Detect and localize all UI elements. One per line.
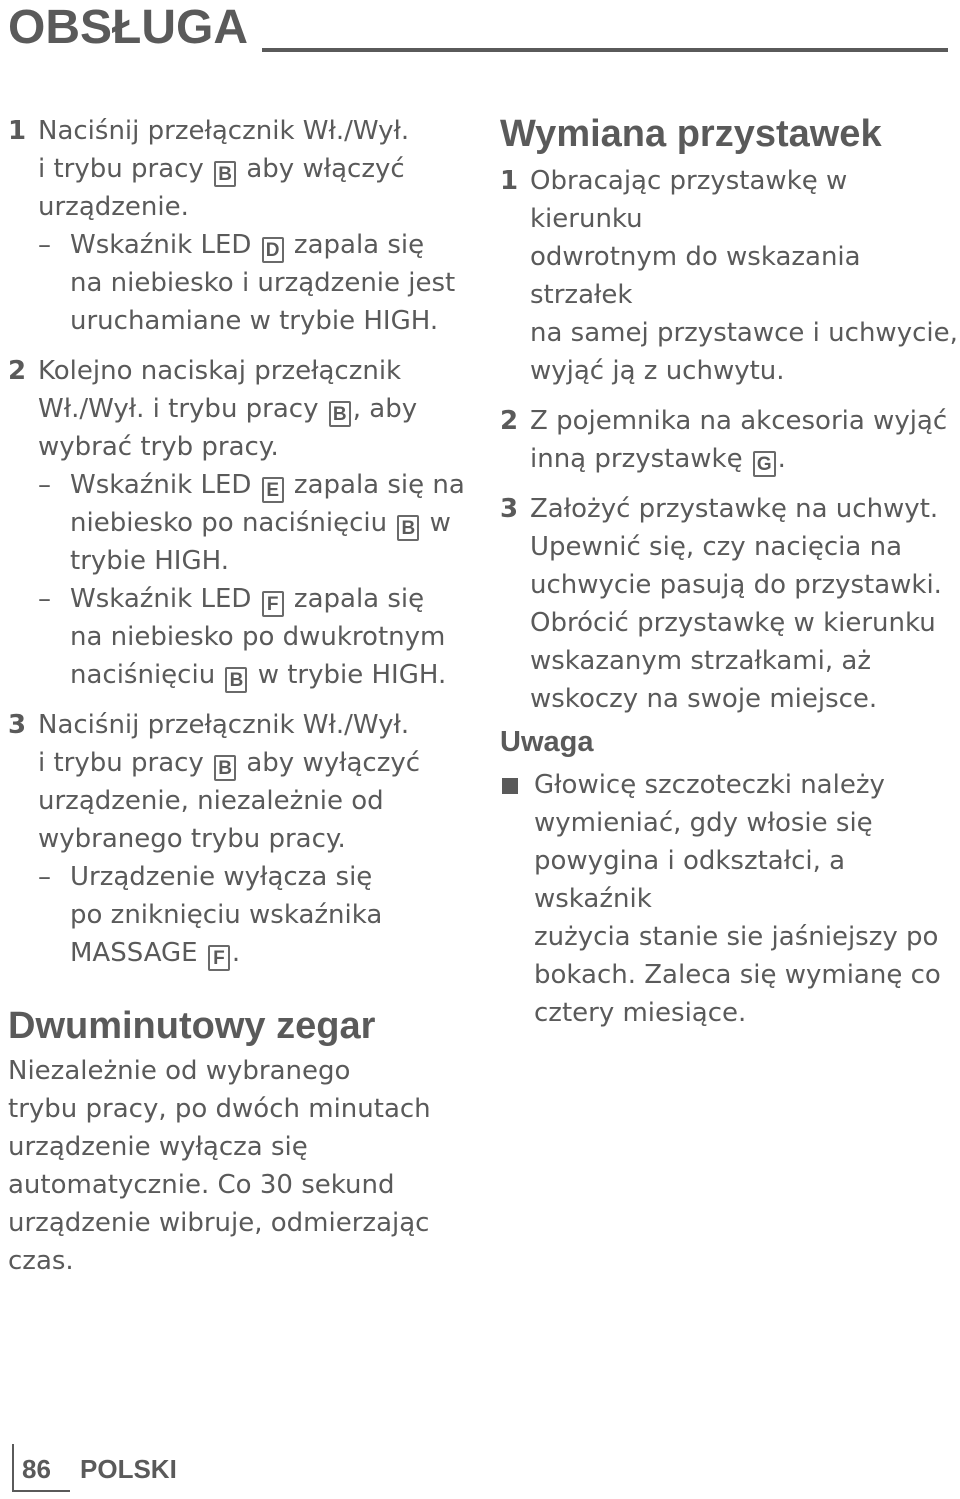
- note-item: Głowicę szczoteczki należy wymieniać, gdy włosie się powygina i odkształci, a wskaźnik zużycia stanie sie jaśniejszy po bokach. Zaleca się wymianę co cztery miesiące.: [500, 766, 958, 1032]
- key-f-label: F: [208, 945, 230, 971]
- step-1-note: – Wskaźnik LED D zapala się na niebiesko i urządzenie jest uruchamiane w trybie HIGH.: [38, 226, 478, 340]
- page-header: [8, 2, 948, 58]
- key-b-label: B: [225, 667, 247, 693]
- timer-section: Dwuminutowy zegar Niezależnie od wybranego trybu pracy, po dwóch minutach urządzenie wyłącza się automatycznie. Co 30 sekund urządzenie wibruje, odmierzając czas.: [8, 1004, 478, 1280]
- step-1: [8, 112, 478, 340]
- key-f-label: F: [262, 591, 284, 617]
- step-2-note-f: – Wskaźnik LED F zapala się na niebiesko po dwukrotnym naciśnięciu B w trybie HIGH.: [38, 580, 478, 694]
- dash-marker: –: [38, 470, 51, 500]
- section-heading: Dwuminutowy zegar: [8, 1005, 376, 1047]
- step-number: 1: [500, 166, 519, 196]
- section-heading: Wymiana przystawek: [500, 113, 882, 155]
- dash-marker: –: [38, 584, 51, 614]
- replace-step-1: 1 Obracając przystawkę w kierunku odwrotnym do wskazania strzałek na samej przystawce i uchwycie, wyjąć ją z uchwytu.: [500, 162, 958, 390]
- step-line: Naciśnij przełącznik Wł./Wył.: [38, 116, 410, 146]
- step-number: 2: [8, 356, 27, 386]
- step-number: 3: [500, 494, 519, 524]
- page-footer: [8, 1444, 268, 1492]
- step-line: urządzenie.: [38, 192, 189, 222]
- key-e-label: E: [262, 477, 284, 503]
- note-heading: Uwaga: [500, 726, 594, 758]
- footer-language: POLSKI: [80, 1454, 177, 1484]
- footer-rule: [12, 1444, 14, 1492]
- replace-column: [500, 112, 958, 1032]
- dash-marker: –: [38, 862, 51, 892]
- key-b-label: B: [397, 515, 419, 541]
- key-d-label: D: [262, 237, 284, 263]
- replace-step-3: 3 Założyć przystawkę na uchwyt. Upewnić się, czy nacięcia na uchwycie pasują do przystawki. Obrócić przystawkę w kierunku wskazanym strzałkami, aż wskoczy na swoje miejsce.: [500, 490, 958, 718]
- footer-rule: [12, 1490, 70, 1492]
- step-number: 1: [8, 116, 27, 146]
- title-rule: [262, 48, 948, 52]
- square-bullet-icon: [502, 778, 518, 794]
- step-2: 2 Kolejno naciskaj przełącznik Wł./Wył. i trybu pracy B , aby wybrać tryb pracy. – Wskaźnik LED E zapala się na niebiesko po naciśnięciu B w trybie HIGH. – Wskaźnik LED F zapala się na niebiesko po dwukrotnym naciśnięciu B w trybie HIGH.: [8, 352, 478, 694]
- step-number: 2: [500, 406, 519, 436]
- key-g-label: G: [753, 451, 776, 477]
- key-b-label: B: [329, 401, 351, 427]
- replace-step-2: 2 Z pojemnika na akcesoria wyjąć inną przystawkę G .: [500, 402, 958, 478]
- key-b-label: B: [214, 161, 236, 187]
- page-title: OBSŁUGA: [8, 1, 248, 54]
- step-line: i trybu pracy B aby włączyć: [38, 154, 405, 185]
- step-number: 3: [8, 710, 27, 740]
- page-number: 86: [22, 1454, 51, 1484]
- dash-marker: –: [38, 230, 51, 260]
- operation-column: [8, 112, 478, 972]
- key-b-label: B: [214, 755, 236, 781]
- step-2-note-e: – Wskaźnik LED E zapala się na niebiesko po naciśnięciu B w trybie HIGH.: [38, 466, 478, 580]
- step-3-note: – Urządzenie wyłącza się po zniknięciu wskaźnika MASSAGE F .: [38, 858, 478, 972]
- step-3: 3 Naciśnij przełącznik Wł./Wył. i trybu pracy B aby wyłączyć urządzenie, niezależnie od wybranego trybu pracy. – Urządzenie wyłącza się po zniknięciu wskaźnika MASSAGE F .: [8, 706, 478, 972]
